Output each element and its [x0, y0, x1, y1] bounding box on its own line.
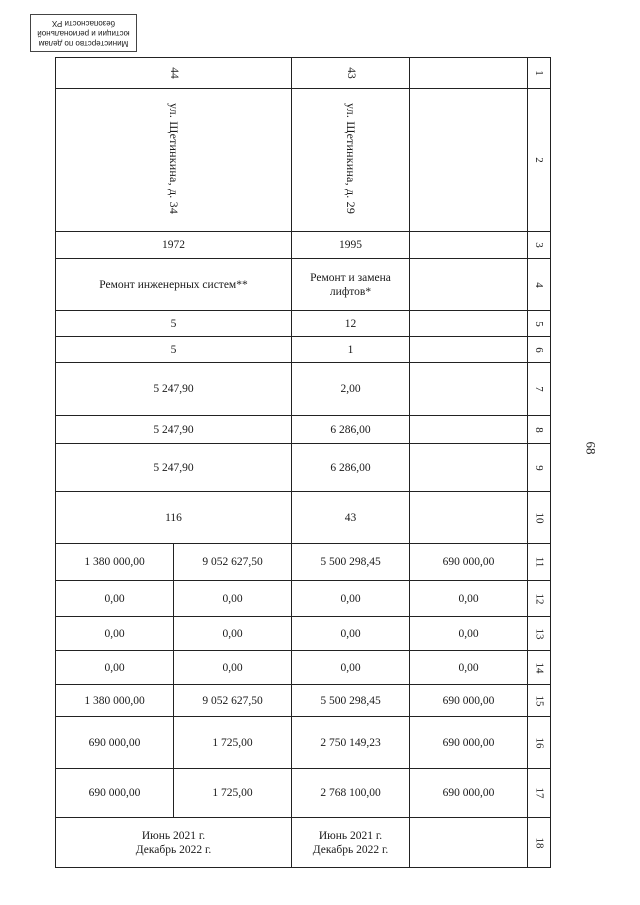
table-row — [56, 685, 551, 717]
table-cell: 0,00 — [410, 581, 528, 617]
table-cell: 6 286,00 — [292, 416, 410, 444]
stamp-line: Министерство по делам — [38, 39, 129, 48]
table-row — [56, 769, 551, 818]
table-row — [56, 717, 551, 769]
table-cell: 0,00 — [292, 617, 410, 651]
table-cell: 5 247,90 — [56, 444, 292, 492]
repair-schedule-table — [55, 57, 551, 868]
table-cell: 690 000,00 — [410, 769, 528, 818]
row-index: 5 — [528, 311, 551, 337]
table-cell: 5 247,90 — [56, 416, 292, 444]
table-cell — [410, 492, 528, 544]
table-cell — [410, 232, 528, 259]
table-cell — [410, 259, 528, 311]
row-index: 9 — [528, 444, 551, 492]
table-cell: Июнь 2021 г. Декабрь 2022 г. — [56, 818, 292, 868]
table-cell: 44 — [56, 58, 292, 89]
table-row — [56, 89, 551, 232]
table-cell: 690 000,00 — [56, 769, 174, 818]
table-cell — [410, 416, 528, 444]
table-cell — [410, 89, 528, 232]
row-index: 10 — [528, 492, 551, 544]
table-cell: 0,00 — [292, 651, 410, 685]
table-cell: 0,00 — [174, 617, 292, 651]
table-cell: 0,00 — [174, 581, 292, 617]
table-row — [56, 259, 551, 311]
row-index: 18 — [528, 818, 551, 868]
table-cell — [410, 58, 528, 89]
row-index: 16 — [528, 717, 551, 769]
table-cell: 1 725,00 — [174, 769, 292, 818]
table-cell: 1972 — [56, 232, 292, 259]
table-cell: 12 — [292, 311, 410, 337]
row-index: 6 — [528, 337, 551, 363]
table-cell: Июнь 2021 г. Декабрь 2022 г. — [292, 818, 410, 868]
table-cell: 6 286,00 — [292, 444, 410, 492]
table-cell: 1 — [292, 337, 410, 363]
table-row — [56, 416, 551, 444]
table-cell: 2 768 100,00 — [292, 769, 410, 818]
row-index: 17 — [528, 769, 551, 818]
table-cell: 0,00 — [292, 581, 410, 617]
table-cell: 1995 — [292, 232, 410, 259]
table-row — [56, 444, 551, 492]
table-cell: 690 000,00 — [410, 685, 528, 717]
table-cell — [410, 444, 528, 492]
row-index: 12 — [528, 581, 551, 617]
page-number: 68 — [583, 441, 599, 455]
table-cell: 5 — [56, 337, 292, 363]
stamp-line: безопасности РХ — [51, 19, 116, 28]
table-row — [56, 544, 551, 581]
table-row — [56, 363, 551, 416]
table-cell: 5 — [56, 311, 292, 337]
table-row — [56, 617, 551, 651]
table-cell: 116 — [56, 492, 292, 544]
table-cell: 5 500 298,45 — [292, 544, 410, 581]
table-cell: 0,00 — [174, 651, 292, 685]
table-cell — [410, 337, 528, 363]
table-row — [56, 492, 551, 544]
table-cell — [410, 818, 528, 868]
table-cell: 2 750 149,23 — [292, 717, 410, 769]
table-cell: 690 000,00 — [56, 717, 174, 769]
table-cell: 9 052 627,50 — [174, 685, 292, 717]
table-cell: 5 500 298,45 — [292, 685, 410, 717]
table-cell: 1 725,00 — [174, 717, 292, 769]
row-index: 11 — [528, 544, 551, 581]
table-row — [56, 311, 551, 337]
table-cell: 2,00 — [292, 363, 410, 416]
table-cell: 0,00 — [56, 617, 174, 651]
table-cell: 9 052 627,50 — [174, 544, 292, 581]
table-cell: 5 247,90 — [56, 363, 292, 416]
table-row — [56, 581, 551, 617]
table-cell: 1 380 000,00 — [56, 544, 174, 581]
table-cell — [410, 311, 528, 337]
table-cell: 0,00 — [56, 581, 174, 617]
table-cell: 43 — [292, 492, 410, 544]
table-cell: 1 380 000,00 — [56, 685, 174, 717]
row-index: 4 — [528, 259, 551, 311]
row-index: 2 — [528, 89, 551, 232]
table-cell: 0,00 — [410, 651, 528, 685]
row-index: 13 — [528, 617, 551, 651]
table-cell: 690 000,00 — [410, 717, 528, 769]
table-row — [56, 337, 551, 363]
table-row — [56, 232, 551, 259]
registration-stamp — [30, 14, 137, 52]
row-index: 1 — [528, 58, 551, 89]
row-index: 7 — [528, 363, 551, 416]
row-index: 15 — [528, 685, 551, 717]
table-row — [56, 818, 551, 868]
table-cell: 43 — [292, 58, 410, 89]
table-cell — [410, 363, 528, 416]
address-cell: ул. Щетинкина, д. 34 — [56, 89, 292, 232]
table-cell: Ремонт инженерных систем** — [56, 259, 292, 311]
table-row — [56, 651, 551, 685]
table-cell: 0,00 — [410, 617, 528, 651]
table-cell: Ремонт и замена лифтов* — [292, 259, 410, 311]
table-row — [56, 58, 551, 89]
row-index: 3 — [528, 232, 551, 259]
row-index: 8 — [528, 416, 551, 444]
table-cell: 0,00 — [56, 651, 174, 685]
stamp-line: юстиции и региональной — [37, 29, 130, 38]
row-index: 14 — [528, 651, 551, 685]
address-cell: ул. Щетинкина, д. 29 — [292, 89, 410, 232]
table-cell: 690 000,00 — [410, 544, 528, 581]
